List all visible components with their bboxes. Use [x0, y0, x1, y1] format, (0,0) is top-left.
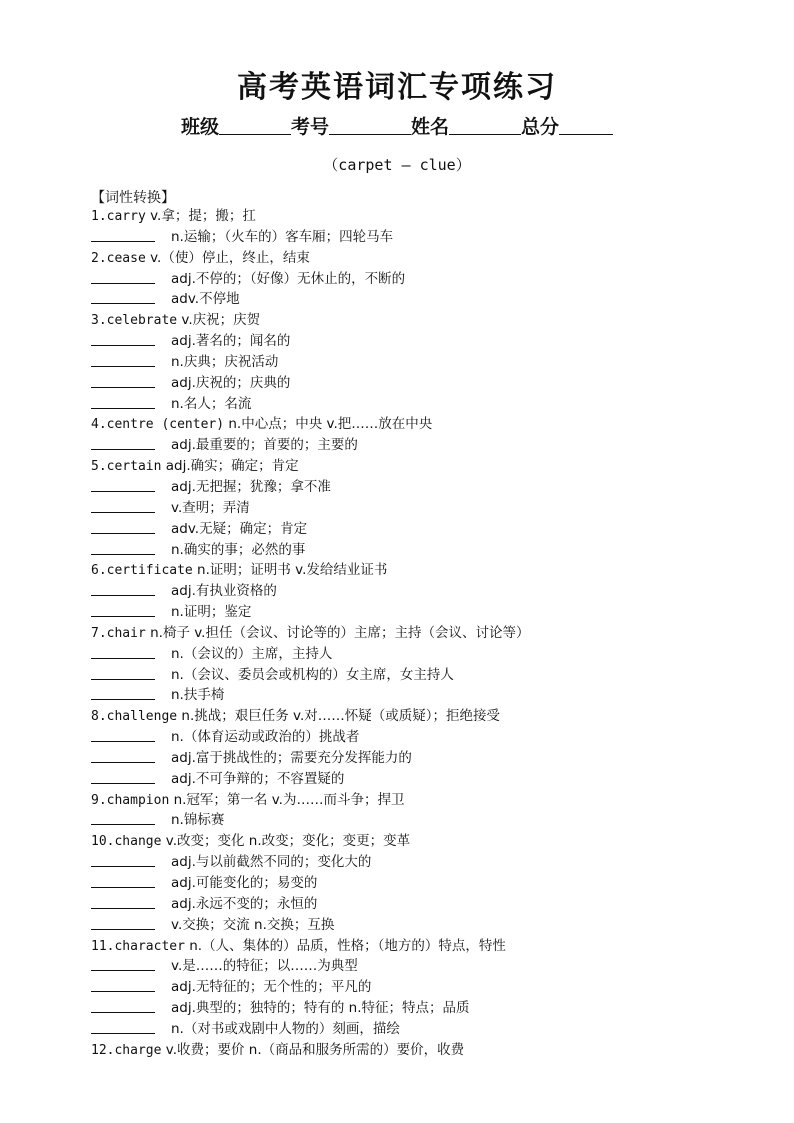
answer-blank[interactable]: [91, 331, 155, 346]
derived-definition: n.运输；（火车的）客车厢；四轮马车: [171, 228, 394, 245]
derived-definition: n.（会议的）主席，主持人: [171, 645, 333, 662]
answer-blank[interactable]: [91, 748, 155, 763]
fill-in-line: [91, 956, 731, 977]
fill-in-line: [91, 581, 731, 602]
derived-definition: n.（会议、委员会或机构的）女主席，女主持人: [171, 666, 454, 683]
derived-definition: adj.不可争辩的；不容置疑的: [171, 770, 345, 787]
fill-in-line: [91, 352, 731, 373]
derived-definition: adj.典型的；独特的；特有的 n.特征；特点；品质: [171, 1000, 470, 1017]
class-blank: [219, 117, 291, 135]
derived-definition: n.确实的事；必然的事: [171, 541, 306, 558]
answer-blank[interactable]: [91, 269, 155, 284]
headword-line: [91, 248, 731, 269]
answer-blank[interactable]: [91, 977, 155, 992]
derived-definition: adj.无把握；犹豫；拿不准: [171, 478, 331, 495]
headword-line: [91, 936, 731, 957]
headword: 4.centre (center): [91, 417, 225, 433]
derived-definition: adj.有执业资格的: [171, 583, 277, 600]
derived-definition: v.查明；弄清: [171, 499, 250, 516]
fill-in-line: [91, 227, 731, 248]
derived-definition: adj.庆祝的；庆典的: [171, 374, 291, 391]
answer-blank[interactable]: [91, 810, 155, 825]
answer-blank[interactable]: [91, 581, 155, 596]
name-label: 姓名: [411, 116, 450, 138]
headword: 10.change: [91, 834, 162, 850]
answer-blank[interactable]: [91, 852, 155, 867]
answer-blank[interactable]: [91, 540, 155, 555]
headword-definition: v.庆祝；庆贺: [181, 312, 261, 329]
headword-line: [91, 623, 731, 644]
derived-definition: adj.可能变化的；易变的: [171, 875, 318, 891]
fill-in-line: [91, 977, 731, 998]
derived-definition: adj.著名的；闻名的: [171, 333, 291, 350]
answer-blank[interactable]: [91, 373, 155, 388]
fill-in-line: [91, 873, 731, 894]
headword-definition: n.（人、集体的）品质，性格；（地方的）特点，特性: [189, 937, 506, 954]
number-blank: [329, 117, 411, 135]
score-blank: [559, 117, 613, 135]
fill-in-line: [91, 477, 731, 498]
answer-blank[interactable]: [91, 727, 155, 742]
derived-definition: adj.永远不变的；永恒的: [171, 895, 318, 912]
headword-definition: n.中心点；中央 v.把……放在中央: [228, 416, 433, 433]
fill-in-line: [91, 1019, 731, 1040]
answer-blank[interactable]: [91, 352, 155, 367]
answer-blank[interactable]: [91, 498, 155, 513]
derived-definition: adj.与以前截然不同的；变化大的: [171, 854, 372, 871]
headword-definition: n.椅子 v.担任（会议、讨论等的）主席；主持（会议、讨论等）: [150, 624, 530, 641]
headword-line: [91, 790, 731, 811]
headword: 9.champion: [91, 792, 170, 808]
headword-line: [91, 414, 731, 435]
headword-definition: n.冠军；第一名 v.为……而斗争；捍卫: [173, 791, 405, 808]
fill-in-line: [91, 394, 731, 415]
derived-definition: n.锦标赛: [171, 812, 225, 829]
name-blank: [449, 117, 521, 135]
answer-blank[interactable]: [91, 894, 155, 909]
derived-definition: n.证明；鉴定: [171, 604, 252, 621]
headword: 12.charge: [91, 1042, 162, 1058]
answer-blank[interactable]: [91, 435, 155, 450]
fill-in-line: [91, 915, 731, 936]
derived-definition: n.（体育运动或政治的）挑战者: [171, 729, 360, 746]
headword: 5.certain: [91, 459, 162, 475]
headword: 8.challenge: [91, 709, 178, 725]
answer-blank[interactable]: [91, 1019, 155, 1034]
fill-in-line: [91, 644, 731, 665]
fill-in-line: [91, 748, 731, 769]
derived-definition: adj.不停的；（好像）无休止的，不断的: [171, 270, 406, 287]
derived-definition: adv.无疑；确定；肯定: [171, 520, 308, 537]
fill-in-line: [91, 373, 731, 394]
derived-definition: n.扶手椅: [171, 687, 225, 704]
answer-blank[interactable]: [91, 685, 155, 700]
answer-blank[interactable]: [91, 956, 155, 971]
headword: 1.carry: [91, 209, 146, 224]
fill-in-line: [91, 602, 731, 623]
page-title: 高考英语词汇专项练习: [237, 70, 557, 105]
answer-blank[interactable]: [91, 998, 155, 1013]
answer-blank[interactable]: [91, 769, 155, 784]
derived-definition: n.庆典；庆祝活动: [171, 353, 279, 370]
student-info-row: [0, 112, 794, 139]
headword: 11.character: [91, 938, 185, 954]
fill-in-line: [91, 498, 731, 519]
fill-in-line: [91, 540, 731, 561]
class-label: 班级: [180, 116, 219, 138]
headword-definition: n.挑战；艰巨任务 v.对……怀疑（或质疑）；拒绝接受: [181, 708, 501, 725]
answer-blank[interactable]: [91, 665, 155, 680]
answer-blank[interactable]: [91, 915, 155, 930]
answer-blank[interactable]: [91, 873, 155, 888]
headword-definition: v.改变；变化 n.改变；变化；变更；变革: [165, 833, 411, 850]
headword-line: [91, 456, 731, 477]
headword-definition: v.收费；要价 n.（商品和服务所需的）要价，收费: [165, 1041, 465, 1058]
headword-line: [91, 1040, 731, 1061]
headword-line: [91, 206, 731, 227]
headword-line: [91, 831, 731, 852]
derived-definition: n.（对书或戏剧中人物的）刻画，描绘: [171, 1020, 400, 1037]
fill-in-line: [91, 685, 731, 706]
fill-in-line: [91, 665, 731, 686]
section-heading: 【词性转换】: [91, 190, 175, 206]
answer-blank[interactable]: [91, 394, 155, 409]
answer-blank[interactable]: [91, 519, 155, 534]
score-label: 总分: [521, 116, 560, 138]
word-range: （carpet — clue）: [323, 156, 471, 174]
answer-blank[interactable]: [91, 289, 155, 304]
derived-definition: adj.最重要的；首要的；主要的: [171, 437, 358, 454]
derived-definition: v.交换；交流 n.交换；互换: [171, 916, 335, 933]
headword: 3.celebrate: [91, 313, 178, 329]
fill-in-line: [91, 852, 731, 873]
answer-blank[interactable]: [91, 644, 155, 659]
headword-line: [91, 706, 731, 727]
derived-definition: v.是……的特征；以……为典型: [171, 958, 358, 975]
number-label: 考号: [290, 116, 329, 138]
fill-in-line: [91, 810, 731, 831]
derived-definition: adj.富于挑战性的；需要充分发挥能力的: [171, 749, 412, 766]
headword: 6.certificate: [91, 563, 193, 579]
headword: 2.cease: [91, 250, 146, 266]
answer-blank[interactable]: [91, 477, 155, 492]
fill-in-line: [91, 269, 731, 290]
fill-in-line: [91, 727, 731, 748]
fill-in-line: [91, 998, 731, 1019]
fill-in-line: [91, 289, 731, 310]
fill-in-line: [91, 894, 731, 915]
fill-in-line: [91, 435, 731, 456]
fill-in-line: [91, 769, 731, 790]
headword-definition: n.证明；证明书 v.发给结业证书: [197, 562, 388, 579]
derived-definition: n.名人；名流: [171, 395, 252, 412]
answer-blank[interactable]: [91, 227, 155, 242]
headword-line: [91, 310, 731, 331]
headword-definition: v.拿；提；搬；扛: [150, 208, 256, 224]
headword: 7.chair: [91, 625, 146, 641]
derived-definition: adv.不停地: [171, 291, 240, 308]
answer-blank[interactable]: [91, 602, 155, 617]
fill-in-line: [91, 519, 731, 540]
headword-definition: adj.确实；确定；肯定: [165, 458, 299, 475]
headword-definition: v.（使）停止，终止，结束: [150, 249, 310, 266]
exercise-lines: [91, 206, 731, 1061]
headword-line: [91, 560, 731, 581]
fill-in-line: [91, 331, 731, 352]
derived-definition: adj.无特征的；无个性的；平凡的: [171, 979, 372, 996]
